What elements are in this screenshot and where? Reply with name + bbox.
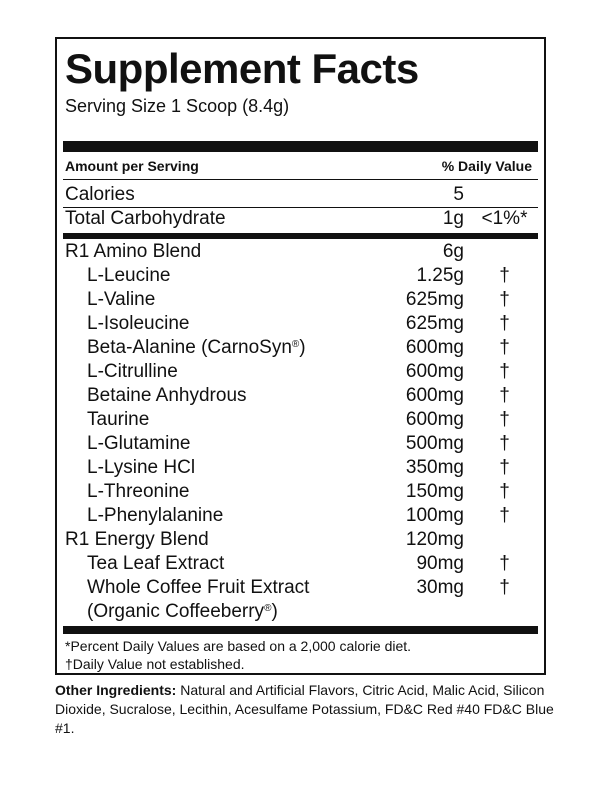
thick-divider bbox=[63, 626, 538, 634]
dagger-mark: † bbox=[499, 457, 510, 478]
nutrient-name: L-Lysine HCl bbox=[87, 457, 196, 478]
ingredient-row bbox=[57, 336, 544, 360]
other-ingredients-text: Natural and Artificial Flavors, Citric Acid, Malic Acid, Silicon Dioxide, Sucralose, Lecithin, Acesulfame Potassium, FD&C Red #40 FD&C Blue #1. bbox=[55, 682, 554, 736]
ingredient-row-continued bbox=[57, 600, 544, 624]
thick-divider bbox=[63, 141, 538, 152]
thin-divider bbox=[63, 179, 538, 180]
ingredient-row bbox=[57, 552, 544, 576]
nutrient-amount: 30mg bbox=[416, 577, 464, 598]
ingredient-row bbox=[57, 432, 544, 456]
dagger-mark: † bbox=[499, 337, 510, 358]
nutrient-amount: 1.25g bbox=[416, 265, 464, 286]
footnote-percent: *Percent Daily Values are based on a 2,000 calorie diet. bbox=[65, 638, 412, 654]
nutrient-name-wrap bbox=[87, 336, 306, 360]
dagger-mark: † bbox=[499, 385, 510, 406]
supplement-facts-panel bbox=[55, 37, 546, 675]
nutrient-amount: 120mg bbox=[405, 529, 464, 550]
dagger-mark: † bbox=[499, 505, 510, 526]
nutrient-name-end: ) bbox=[299, 337, 306, 358]
nutrient-amount: 350mg bbox=[405, 457, 464, 478]
dagger-mark: † bbox=[499, 481, 510, 502]
nutrient-name: L-Isoleucine bbox=[87, 313, 190, 334]
nutrient-amount: 600mg bbox=[405, 409, 464, 430]
dagger-mark: † bbox=[499, 313, 510, 334]
nutrient-name-end: ) bbox=[271, 601, 278, 622]
dagger-mark: † bbox=[499, 289, 510, 310]
panel-title: Supplement Facts bbox=[65, 45, 419, 92]
nutrient-name: Taurine bbox=[87, 409, 150, 430]
nutrient-amount: 625mg bbox=[405, 289, 464, 310]
ingredient-row bbox=[57, 456, 544, 480]
nutrient-name: Betaine Anhydrous bbox=[87, 385, 247, 406]
nutrient-name: L-Threonine bbox=[87, 481, 190, 502]
nutrient-name: Whole Coffee Fruit Extract bbox=[87, 577, 310, 598]
nutrient-name: Calories bbox=[65, 184, 135, 205]
dagger-mark: † bbox=[499, 361, 510, 382]
dagger-mark: † bbox=[499, 433, 510, 454]
dagger-mark: † bbox=[499, 553, 510, 574]
nutrient-name-wrap bbox=[87, 600, 278, 624]
dagger-mark: † bbox=[499, 577, 510, 598]
footnote-dagger: †Daily Value not established. bbox=[65, 656, 245, 672]
nutrient-amount: 1g bbox=[442, 208, 464, 229]
nutrient-amount: 625mg bbox=[405, 313, 464, 334]
nutrient-name: R1 Energy Blend bbox=[65, 529, 209, 550]
blend-row-energy bbox=[57, 528, 544, 552]
nutrient-amount: 600mg bbox=[405, 361, 464, 382]
nutrient-name: R1 Amino Blend bbox=[65, 241, 202, 262]
blend-row-amino bbox=[57, 240, 544, 264]
nutrient-name: L-Citrulline bbox=[87, 361, 178, 382]
nutrient-name: L-Leucine bbox=[87, 265, 171, 286]
nutrient-name: Total Carbohydrate bbox=[65, 208, 226, 229]
nutrient-amount: 90mg bbox=[416, 553, 464, 574]
nutrient-amount: 600mg bbox=[405, 337, 464, 358]
serving-size: Serving Size 1 Scoop (8.4g) bbox=[65, 96, 290, 116]
nutrient-name: (Organic Coffeeberry bbox=[87, 601, 265, 622]
ingredient-row bbox=[57, 384, 544, 408]
dagger-mark: † bbox=[499, 265, 510, 286]
ingredient-row bbox=[57, 504, 544, 528]
registered-mark: ® bbox=[264, 603, 272, 614]
ingredient-row bbox=[57, 288, 544, 312]
dagger-mark: † bbox=[499, 409, 510, 430]
ingredient-row bbox=[57, 480, 544, 504]
nutrient-row-total-carbohydrate bbox=[57, 207, 544, 231]
nutrient-name: Tea Leaf Extract bbox=[87, 553, 225, 574]
ingredient-row bbox=[57, 312, 544, 336]
other-ingredients bbox=[55, 681, 555, 738]
registered-mark: ® bbox=[291, 339, 300, 350]
ingredient-row bbox=[57, 360, 544, 384]
nutrient-amount: 150mg bbox=[405, 481, 464, 502]
amount-per-serving-label: Amount per Serving bbox=[65, 158, 199, 174]
nutrient-dv: <1%* bbox=[481, 208, 528, 229]
nutrient-name: L-Glutamine bbox=[87, 433, 191, 454]
nutrient-amount: 600mg bbox=[405, 385, 464, 406]
medium-divider bbox=[63, 233, 538, 239]
ingredient-row bbox=[57, 408, 544, 432]
nutrient-amount: 6g bbox=[442, 241, 464, 262]
column-header bbox=[65, 157, 536, 175]
nutrient-name: L-Phenylalanine bbox=[87, 505, 224, 526]
nutrient-amount: 5 bbox=[453, 184, 464, 205]
nutrient-amount: 500mg bbox=[405, 433, 464, 454]
nutrient-row-calories bbox=[57, 183, 544, 207]
other-ingredients-label: Other Ingredients: bbox=[55, 682, 177, 698]
ingredient-row bbox=[57, 576, 544, 600]
nutrient-amount: 100mg bbox=[405, 505, 464, 526]
daily-value-label: % Daily Value bbox=[441, 158, 532, 174]
ingredient-row bbox=[57, 264, 544, 288]
nutrient-name: Beta-Alanine (CarnoSyn bbox=[87, 337, 292, 358]
nutrient-name: L-Valine bbox=[87, 289, 156, 310]
